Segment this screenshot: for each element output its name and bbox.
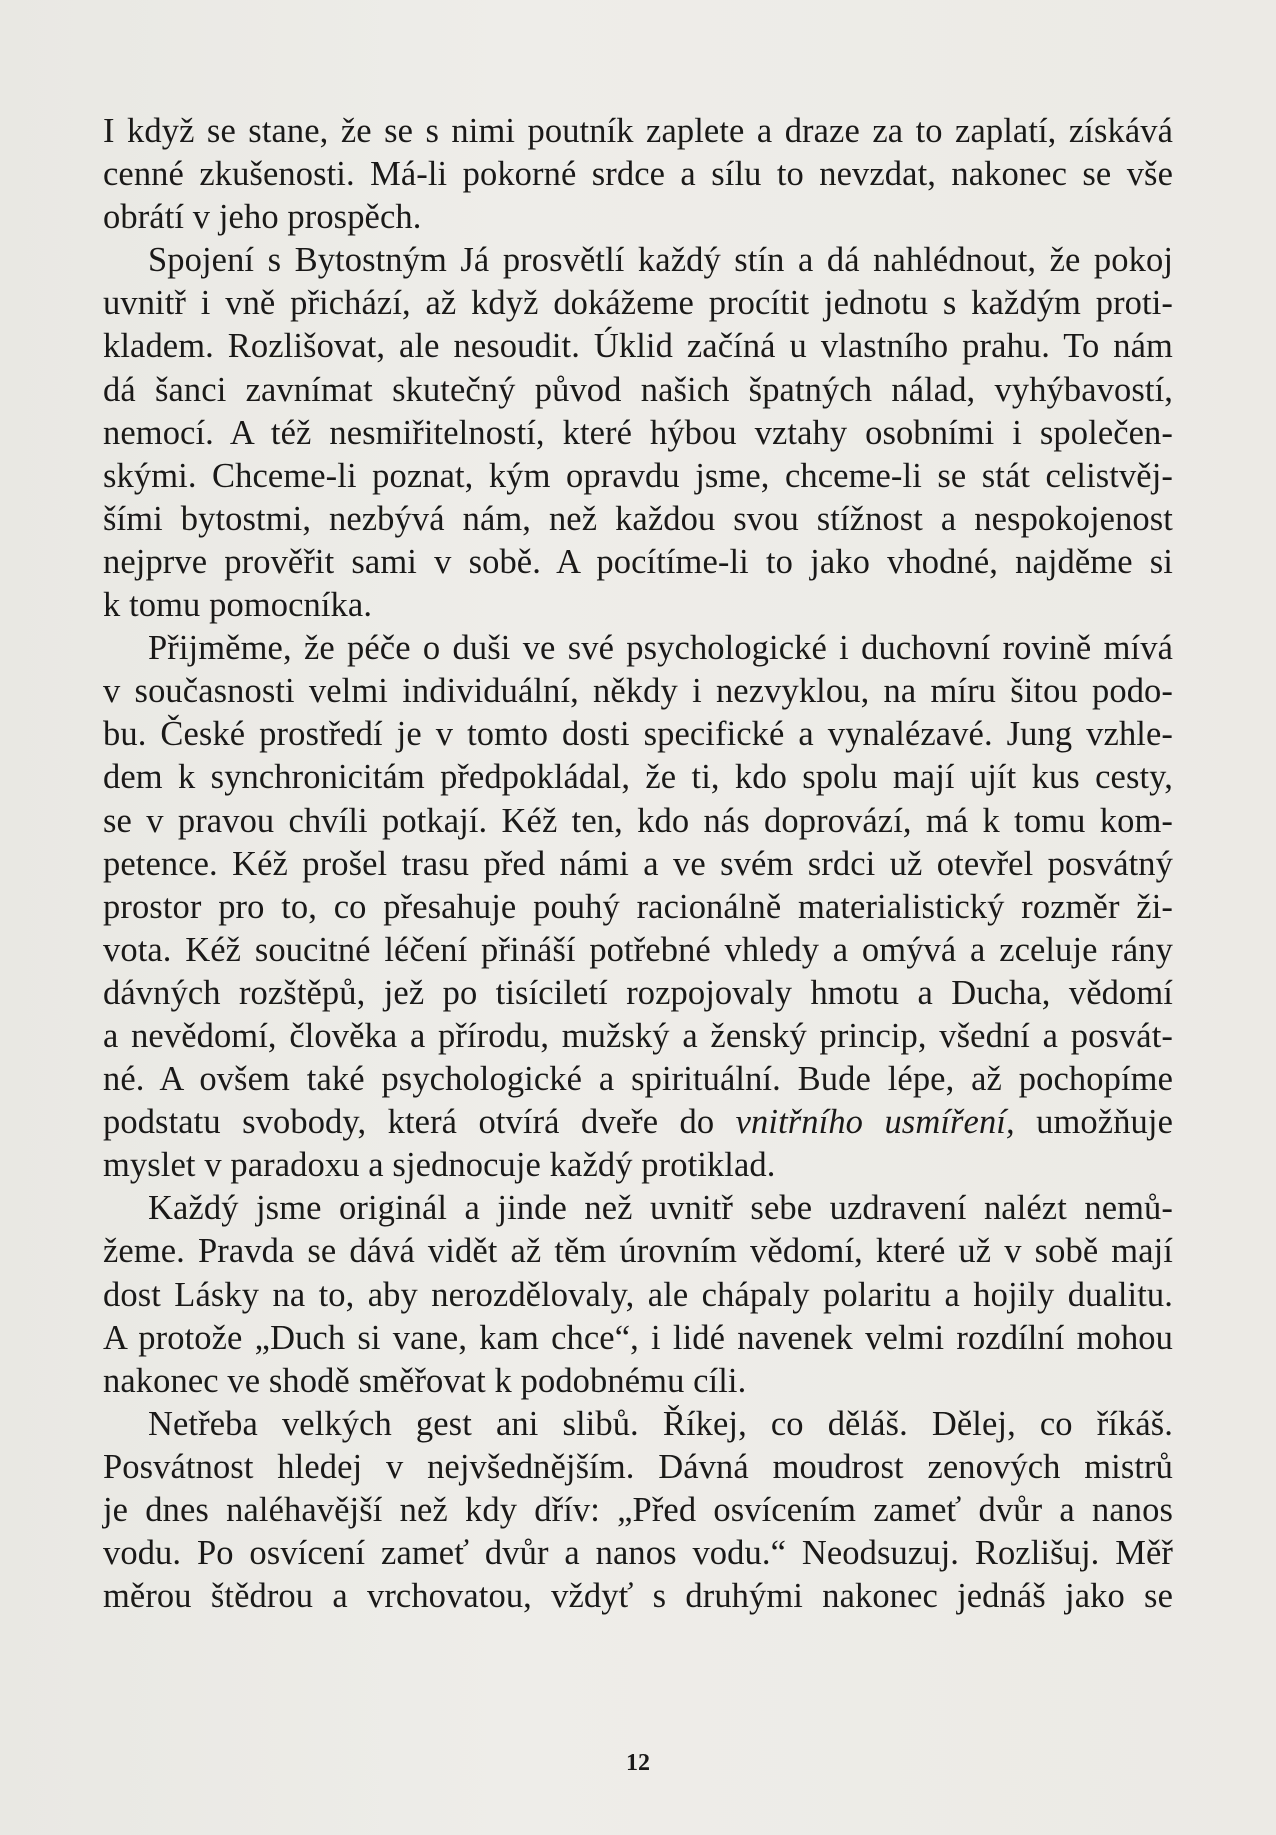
text-line: cenné zkušenosti. Má-li pokorné srdce a sílu to nevzdat, nakonec se vše <box>103 155 1173 194</box>
text-line: bu. České prostředí je v tomto dosti specifické a vynalézavé. Jung vzhle- <box>103 715 1173 754</box>
text-line: dá šanci zavnímat skutečný původ našich špatných nálad, vyhýbavostí, <box>103 370 1173 409</box>
text-line: nemocí. A též nesmiřitelností, které hýbou vztahy osobními i společen- <box>103 413 1173 452</box>
text-line: prostor pro to, co přesahuje pouhý racionálně materialistický rozměr ži- <box>103 887 1173 926</box>
text-line: petence. Kéž prošel trasu před námi a ve svém srdci už otevřel posvátný <box>103 844 1173 883</box>
text-line: né. A ovšem také psychologické a spirituální. Bude lépe, až pochopíme <box>103 1060 1173 1099</box>
text-line: měrou štědrou a vrchovatou, vždyť s druhými nakonec jednáš jako se <box>103 1577 1173 1616</box>
text-line: a nevědomí, člověka a přírodu, mužský a ženský princip, všední a posvát- <box>103 1016 1173 1055</box>
text-line: vodu. Po osvícení zameť dvůr a nanos vodu.“ Neodsuzuj. Rozlišuj. Měř <box>103 1534 1173 1573</box>
body-text <box>103 110 1173 1618</box>
text-line: uvnitř i vně přichází, až když dokážeme procítit jednotu s každým proti- <box>103 284 1173 323</box>
text-line <box>103 1101 1173 1144</box>
text-line: žeme. Pravda se dává vidět až těm úrovním vědomí, které už v sobě mají <box>103 1232 1173 1271</box>
text-line: dost Lásky na to, aby nerozdělovaly, ale chápaly polaritu a hojily dualitu. <box>103 1275 1173 1314</box>
text-line: I když se stane, že se s nimi poutník zaplete a draze za to zaplatí, získává <box>103 112 1173 150</box>
text-line: je dnes naléhavější než kdy dřív: „Před osvícením zameť dvůr a nanos <box>103 1491 1173 1529</box>
text-line: vota. Kéž soucitné léčení přináší potřebné vhledy a omývá a zceluje rány <box>103 930 1173 969</box>
text-line: kladem. Rozlišovat, ale nesoudit. Úklid začíná u vlastního prahu. To nám <box>103 327 1173 366</box>
italic-phrase: vnitřního usmíření, <box>735 1103 1015 1142</box>
text-line: nakonec ve shodě směřovat k podobnému cíli. <box>103 1361 747 1400</box>
text-line: Přijměme, že péče o duši ve své psychologické i duchovní rovině mívá <box>148 629 1173 668</box>
page-number: 12 <box>626 1750 650 1776</box>
text-line: dávných rozštěpů, jež po tisíciletí rozpojovaly hmotu a Ducha, vědomí <box>103 973 1173 1012</box>
text-line: Netřeba velkých gest ani slibů. Říkej, co děláš. Dělej, co říkáš. <box>148 1404 1173 1443</box>
text-line: Posvátnost hledej v nejvšednějším. Dávná moudrost zenových mistrů <box>103 1447 1173 1486</box>
text-line: skými. Chceme-li poznat, kým opravdu jsme, chceme-li se stát celistvěj- <box>103 456 1173 495</box>
text-line: v současnosti velmi individuální, někdy i nezvyklou, na míru šitou podo- <box>103 672 1173 711</box>
text-line: Spojení s Bytostným Já prosvětlí každý stín a dá nahlédnout, že pokoj <box>148 241 1173 280</box>
text-line: se v pravou chvíli potkají. Kéž ten, kdo nás doprovází, má k tomu kom- <box>103 801 1173 840</box>
text-line: Každý jsme originál a jinde než uvnitř sebe uzdravení nalézt nemů- <box>148 1189 1173 1228</box>
text-line: nejprve prověřit sami v sobě. A pocítíme-li to jako vhodné, najděme si <box>103 542 1173 581</box>
text-line: myslet v paradoxu a sjednocuje každý protiklad. <box>103 1146 776 1185</box>
text-line: dem k synchronicitám předpokládal, že ti, kdo spolu mají ujít kus cesty, <box>103 758 1173 797</box>
text-line: obrátí v jeho prospěch. <box>103 198 422 237</box>
text-line: šími bytostmi, nezbývá nám, než každou svou stížnost a nespokojenost <box>103 499 1173 538</box>
text-segment: podstatu svobody, která otvírá dveře do <box>103 1103 736 1142</box>
text-segment: umožňuje <box>1014 1103 1173 1142</box>
text-line: k tomu pomocníka. <box>103 586 373 625</box>
text-line: A protože „Duch si vane, kam chce“, i lidé navenek velmi rozdílní mohou <box>103 1318 1173 1357</box>
